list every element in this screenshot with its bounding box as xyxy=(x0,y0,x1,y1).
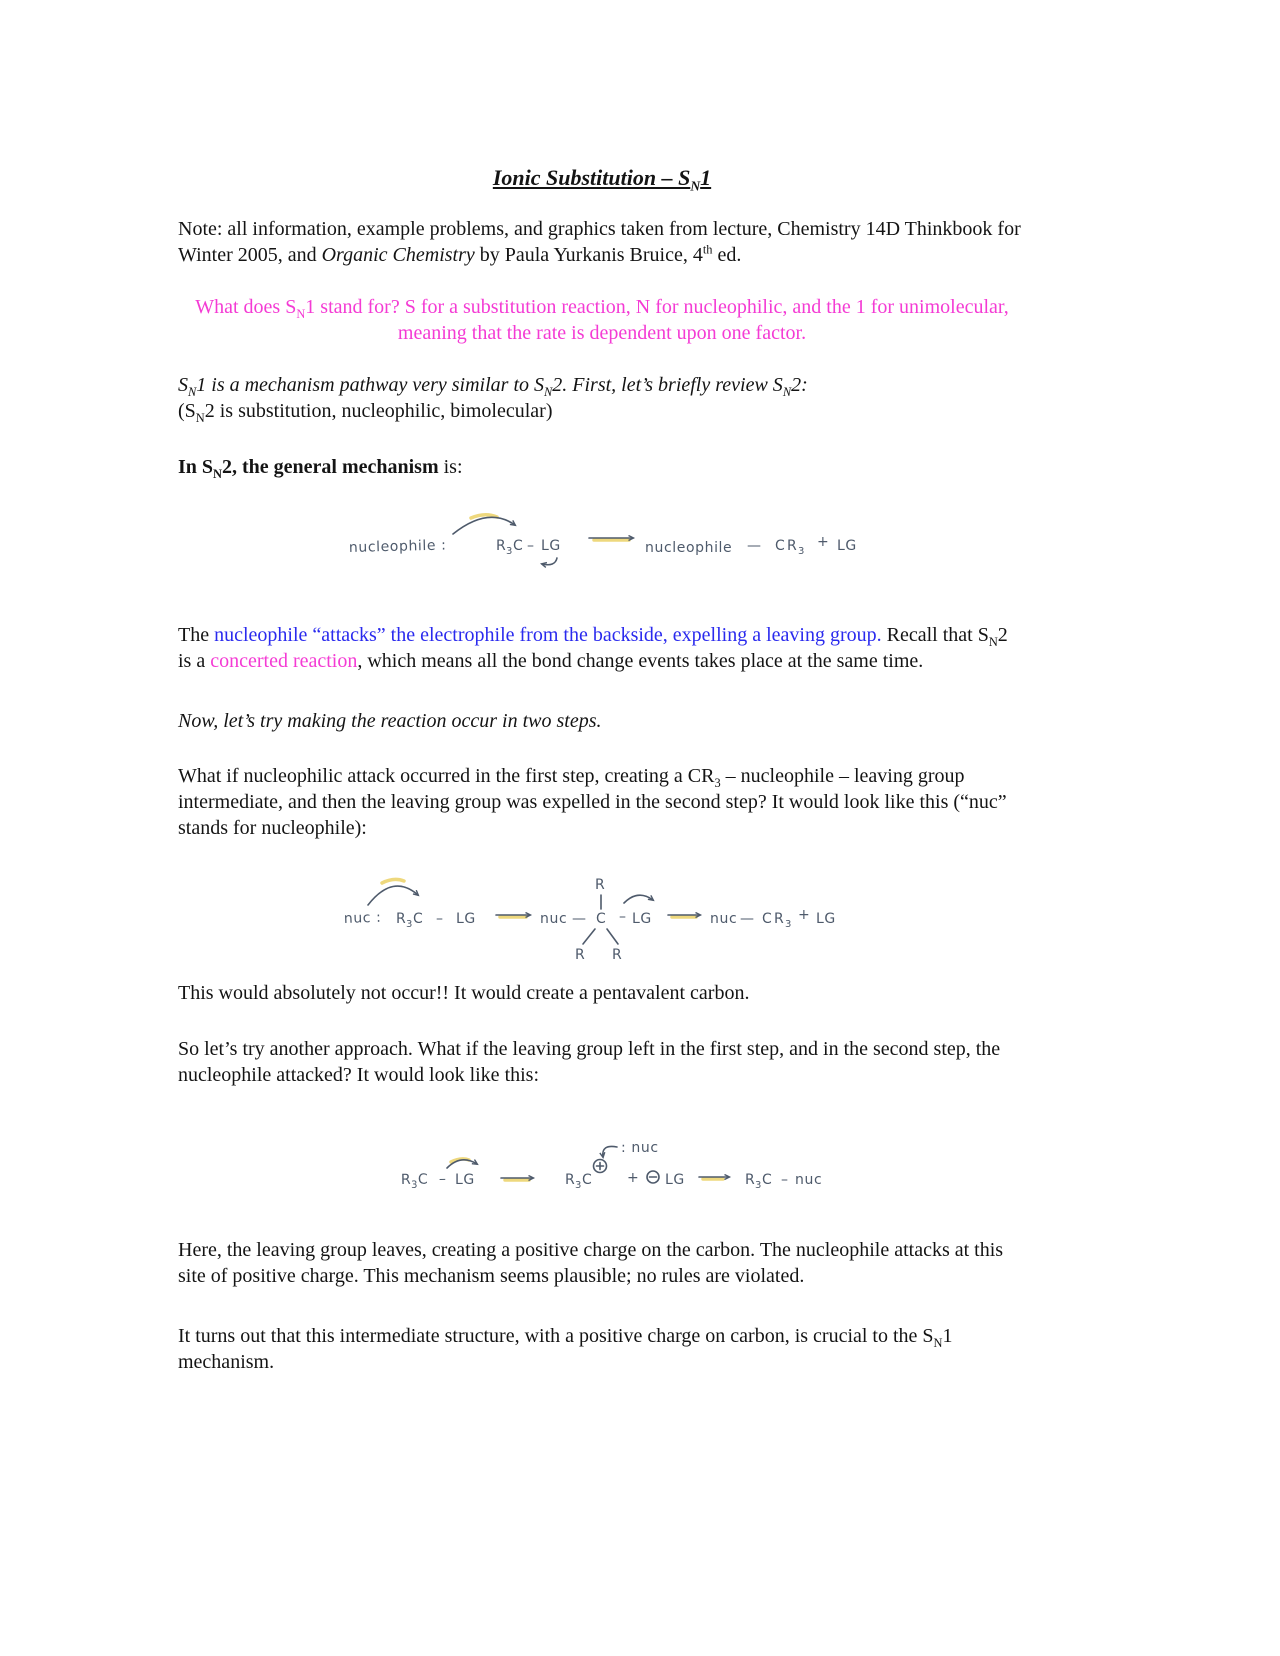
body-text: Recall that S xyxy=(881,624,989,646)
subscript-n: N xyxy=(188,385,197,399)
title-subscript: N xyxy=(690,178,701,194)
blue-highlight-text: nucleophile “attacks” the electrophile from the backside, expelling a leaving group. xyxy=(214,624,882,646)
title-text-end: 1 xyxy=(700,165,712,190)
nucleophile-label: nucleophile : xyxy=(348,537,447,556)
plus-sign: + xyxy=(817,534,830,550)
product-formula: R3C – nuc xyxy=(745,1172,823,1191)
plus-sign: + xyxy=(627,1170,640,1186)
review-italic-line: $S_N1$ is a mechanism pathway very similar to $S_N2$. First, let’s briefly review $S_N2$: xyxy=(178,374,808,399)
bond-dash: – xyxy=(619,909,627,925)
sn1-definition-paragraph xyxy=(178,294,1026,346)
incoming-nuc-label: : nuc xyxy=(621,1140,659,1156)
ordinal-superscript: th xyxy=(702,242,713,257)
subscript-n: N xyxy=(544,385,553,399)
substrate-formula: R3C – xyxy=(400,1171,447,1191)
body-text: – nucleophile – leaving group intermediate, and then the leaving group was expelled in the second step? It would look like this (“nuc” stands for nucleophile): xyxy=(178,765,1007,839)
curved-attack-arrow xyxy=(453,517,515,534)
subscript-n: N xyxy=(988,635,998,649)
body-text: 2 is a xyxy=(178,624,1008,672)
subscript-n: N xyxy=(296,307,306,321)
r-group-bottom-left: R xyxy=(575,947,586,963)
two-steps-lead-in: Now, let’s try making the reaction occur in two steps. xyxy=(178,710,602,732)
substrate-formula: R3C – LG xyxy=(496,538,561,557)
subscript-n: N xyxy=(933,1336,943,1350)
note-text: ed. xyxy=(712,244,742,266)
r-group-top: R xyxy=(595,877,606,893)
pentavalent-carbon-diagram xyxy=(338,861,848,966)
product-formula: C R3 xyxy=(775,538,805,557)
title-text: Ionic Substitution – S xyxy=(492,165,691,190)
r-group-bottom-right: R xyxy=(612,947,623,963)
central-carbon: C xyxy=(596,911,607,927)
backside-attack-paragraph xyxy=(178,622,1026,674)
body-text: 1 mechanism. xyxy=(178,1325,953,1373)
not-occur-paragraph: This would absolutely not occur!! It would create a pentavalent carbon. xyxy=(178,982,750,1004)
plus-sign: + xyxy=(798,907,811,923)
subscript-n: N xyxy=(195,411,205,425)
question-text: What does S xyxy=(195,296,297,318)
nuc-label: nuc xyxy=(540,911,568,927)
bond-down-right xyxy=(607,929,618,944)
conclusion-paragraph xyxy=(178,1323,1026,1375)
leaving-group-curved-arrow xyxy=(624,895,653,903)
carbocation-formula: R3C xyxy=(565,1172,593,1191)
note-text: by Paula Yurkanis Bruice, 4 xyxy=(474,244,703,266)
second-hypothesis-paragraph: So let’s try another approach. What if the leaving group left in the first step, and in the second step, the nucleophile attacked? It would look like this: xyxy=(178,1038,1001,1086)
leaving-group-hook-arrow xyxy=(542,558,557,565)
leaving-group-label: LG xyxy=(632,911,652,927)
product-formula: C R3 xyxy=(762,911,792,930)
nucleophile-attack-arrow xyxy=(603,1146,617,1157)
leaving-group-label: LG xyxy=(665,1172,685,1188)
curved-attack-arrow xyxy=(368,886,418,905)
magenta-highlight-text: concerted reaction xyxy=(210,650,358,672)
nuc-label: nuc : xyxy=(343,909,382,927)
heading-bold-part: In $S_N2$, the general mechanism xyxy=(178,456,439,481)
product-nucleophile-label: nucleophile xyxy=(645,540,733,556)
body-text: It turns out that this intermediate structure, with a positive charge on carbon, is crucial to the S xyxy=(178,1325,934,1347)
general-mechanism-heading xyxy=(178,454,1026,480)
bond-dash: — xyxy=(740,911,755,927)
first-hypothesis-paragraph xyxy=(178,763,1026,841)
body-text: What if nucleophilic attack occurred in the first step, creating a CR xyxy=(178,765,715,787)
bond-down-left xyxy=(583,929,595,944)
arrow-highlight xyxy=(382,879,404,883)
sn2-mechanism-diagram xyxy=(343,506,873,582)
subscript-3: 3 xyxy=(714,776,721,790)
book-title: Organic Chemistry xyxy=(321,244,475,266)
subscript-n: N xyxy=(213,467,222,481)
nuc-label: nuc xyxy=(710,911,738,927)
bond-dash: — xyxy=(747,538,762,554)
page-title xyxy=(178,164,1026,192)
substrate-formula: R3C – LG xyxy=(396,911,476,930)
subscript-n: N xyxy=(782,385,792,399)
body-text: The xyxy=(178,624,215,646)
leaving-group-label: LG xyxy=(816,911,836,927)
body-text: , which means all the bond change events takes place at the same time. xyxy=(357,650,924,672)
note-text: Note: all information, example problems, and graphics taken from lecture, Chemistry 14D Thinkbook for Winter 2005, and xyxy=(178,218,1021,266)
sn1-mechanism-diagram xyxy=(393,1122,833,1207)
heading-plain-part: is: xyxy=(438,456,463,478)
sn2-review-paragraph xyxy=(178,372,1026,424)
bond-dash: — xyxy=(572,911,587,927)
question-text: 1 stand for? S for a substitution reaction, N for nucleophilic, and the 1 for unimolecular, meaning that the rate is dependent upon one factor. xyxy=(305,296,1009,344)
review-plain-line: ($S_N2$ is substitution, nucleophilic, bimolecular) xyxy=(178,400,553,425)
plausible-mechanism-paragraph: Here, the leaving group leaves, creating a positive charge on the carbon. The nucleophile attacks at this site of positive charge. This mechanism seems plausible; no rules are violated. xyxy=(178,1239,1004,1287)
source-note-paragraph xyxy=(178,216,1026,268)
leaving-group-label: LG xyxy=(837,538,857,554)
leaving-group-label: LG xyxy=(455,1172,475,1188)
